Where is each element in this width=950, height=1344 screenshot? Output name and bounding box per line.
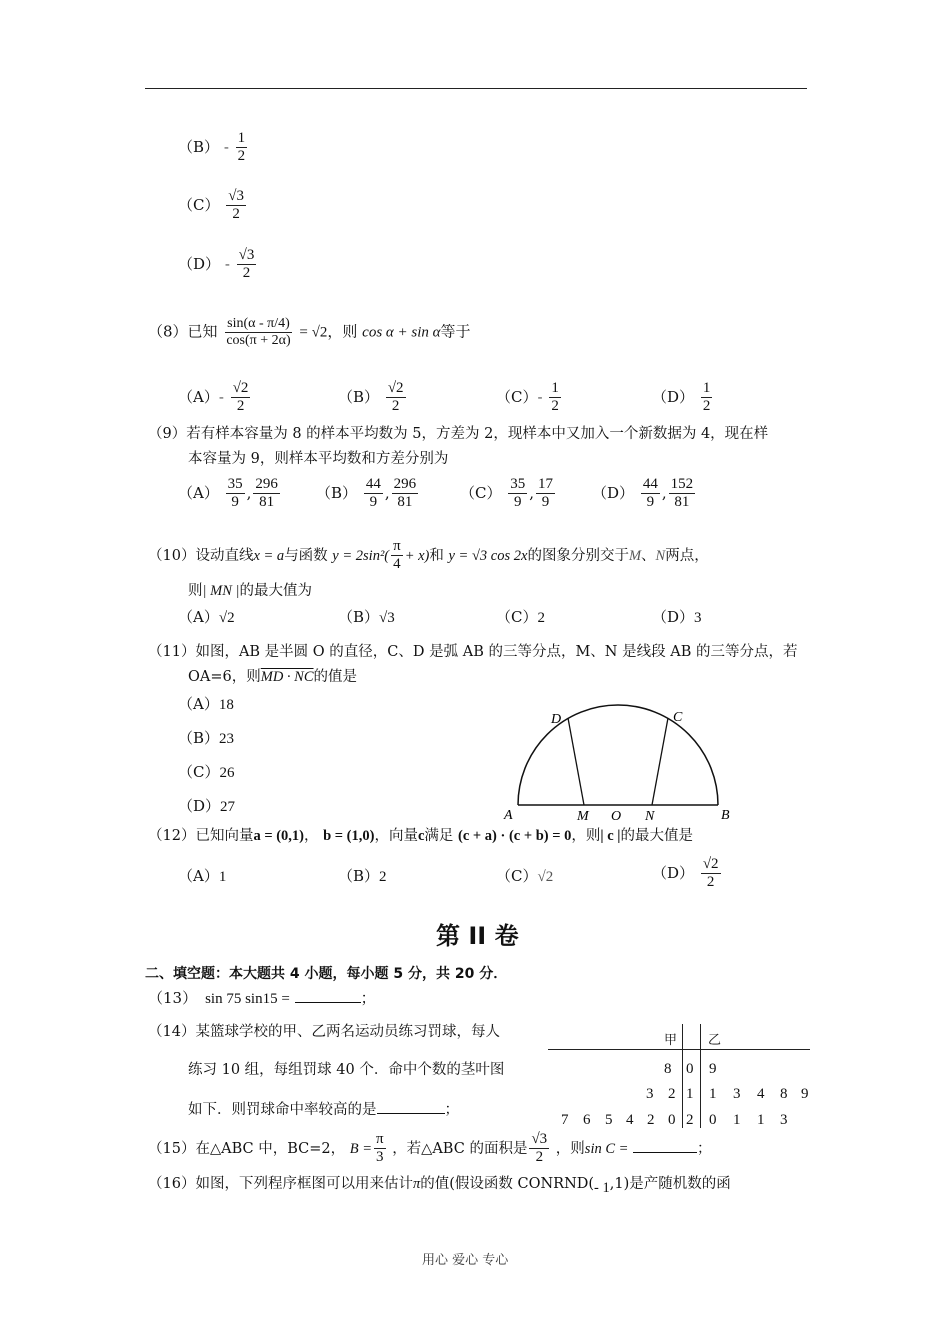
leaf-right: 1 — [757, 1112, 765, 1128]
part2-title: 第 II 卷 — [436, 922, 519, 950]
q12-option-b: （B）2 — [338, 867, 387, 885]
semicircle-figure — [500, 695, 745, 825]
q11-option-d: （D）27 — [178, 797, 236, 815]
stem-leaf-divider-left — [682, 1024, 683, 1128]
q11-option-c: （C）26 — [178, 763, 235, 781]
q15-answer-blank[interactable] — [633, 1138, 697, 1153]
q15: （15）在△ABC 中，BC=2， B = $\frac{\pi}{3}$ ，若△ABC 的面积是 $\frac{√3}{2}$ ，则sin C = ； — [148, 1131, 712, 1166]
q12-option-a: （A）1 — [178, 867, 227, 885]
q9-option-b: （B） $\frac{44}{9}$ , $\frac{296}{81}$ — [316, 476, 417, 511]
label-a: A — [504, 808, 513, 823]
q9-option-a: （A） $\frac{35}{9}$ , $\frac{296}{81}$ — [178, 476, 278, 511]
leaf-right: 3 — [780, 1112, 788, 1128]
semicircle-arc — [518, 705, 718, 805]
leaf-right: 0 — [709, 1112, 717, 1128]
q14-answer-blank[interactable] — [377, 1099, 445, 1114]
q10-line2: 则| MN |的最大值为 — [188, 583, 312, 599]
section2-header: 二、填空题：本大题共 4 小题，每小题 5 分，共 20 分． — [145, 966, 508, 982]
stem-value: 1 — [686, 1086, 694, 1102]
leaf-left: 2 — [647, 1112, 655, 1128]
q7-option-d: （D） - $\frac{√3}{2}$ — [178, 247, 255, 282]
leaf-left: 0 — [668, 1112, 676, 1128]
q7-option-b: （B） - $\frac{1}{2}$ — [178, 130, 246, 165]
q11-option-a: （A）18 — [178, 695, 234, 713]
label-o: O — [611, 809, 622, 824]
leaf-left: 6 — [583, 1112, 591, 1128]
q9-line1: （9）若有样本容量为 8 的样本平均数为 5，方差为 2，现样本中又加入一个新数据为 4，现在样 — [148, 426, 769, 442]
q14-line1: （14）某篮球学校的甲、乙两名运动员练习罚球，每人 — [148, 1024, 500, 1040]
stem-value: 2 — [686, 1112, 694, 1128]
leaf-right: 4 — [757, 1086, 765, 1102]
leaf-left: 2 — [668, 1086, 676, 1102]
q10-option-c: （C）2 — [496, 608, 545, 626]
q8-option-b: （B） $\frac{√2}{2}$ — [338, 380, 404, 415]
leaf-right: 3 — [733, 1086, 741, 1102]
label-c: C — [673, 710, 683, 725]
q14-line2: 练习 10 组，每组罚球 40 个．命中个数的茎叶图 — [188, 1062, 505, 1078]
q11-line1: （11）如图，AB 是半圆 O 的直径，C、D 是弧 AB 的三等分点，M、N 是线段 AB 的三等分点，若 — [148, 644, 798, 660]
q9-option-c: （C） $\frac{35}{9}$ , $\frac{17}{9}$ — [460, 476, 554, 511]
leaf-left: 3 — [646, 1086, 654, 1102]
segment-nc — [652, 718, 668, 805]
q16: （16）如图，下列程序框图可以用来估计π的值(假设函数 CONRND(- 1,1)是产随机数的函 — [148, 1176, 731, 1196]
q13: （13） sin 75 sin15 = ； — [148, 989, 376, 1007]
q12-stem: （12）已知向量a = (0,1)， b = (1,0)，向量c满足 (c + a) · (c + b) = 0，则| c |的最大值是 — [148, 828, 693, 844]
leaf-right: 9 — [801, 1086, 809, 1102]
q7-option-c: （C） $\frac{√3}{2}$ — [178, 188, 244, 223]
leaf-right: 8 — [780, 1086, 788, 1102]
q9-line2: 本容量为 9，则样本平均数和方差分别为 — [188, 451, 449, 467]
leaf-right: 9 — [709, 1061, 717, 1077]
q8-option-d: （D） $\frac{1}{2}$ — [652, 380, 711, 415]
q8-stem: （8）已知 $\frac{\sin(\alpha - \pi/4)}{\cos(\pi + 2\alpha)}$ = √2，则 cos α + sin α等于 — [148, 316, 471, 349]
header-rule — [145, 88, 807, 89]
segment-md — [568, 718, 584, 805]
q11-option-b: （B）23 — [178, 729, 235, 747]
stem-leaf-header-yi: 乙 — [708, 1032, 722, 1047]
leaf-left: 7 — [561, 1112, 569, 1128]
q8-option-c: （C）- $\frac{1}{2}$ — [496, 380, 559, 415]
q10-stem: （10）设动直线x = a与函数 y = 2sin²( $\frac{\pi}{4}$ + x)和 y = √3 cos 2x的图象分别交于M、N两点， — [148, 538, 709, 573]
label-m: M — [577, 809, 589, 824]
q10-option-a: （A）√2 — [178, 608, 235, 626]
q12-option-d: （D） $\frac{√2}{2}$ — [652, 856, 719, 891]
leaf-left: 5 — [605, 1112, 613, 1128]
label-b: B — [721, 808, 730, 823]
page-footer: 用心 爱心 专心 — [422, 1253, 509, 1268]
q11-line2: OA=6，则MD · NC的值是 — [188, 669, 358, 685]
leaf-right: 1 — [709, 1086, 717, 1102]
label-d: D — [551, 712, 562, 727]
q12-option-c: （C）√2 — [496, 867, 554, 885]
q13-answer-blank[interactable] — [295, 988, 361, 1003]
stem-leaf-header-jia: 甲 — [664, 1032, 678, 1047]
q8-option-a: （A）- $\frac{√2}{2}$ — [178, 380, 249, 415]
q10-option-d: （D）3 — [652, 608, 702, 626]
leaf-left: 4 — [626, 1112, 634, 1128]
q10-option-b: （B）√3 — [338, 608, 395, 626]
label-n: N — [645, 809, 655, 824]
leaf-right: 1 — [733, 1112, 741, 1128]
stem-leaf-divider-right — [700, 1024, 701, 1128]
stem-value: 0 — [686, 1061, 694, 1077]
stem-leaf-header-rule — [548, 1049, 810, 1050]
q9-option-d: （D） $\frac{44}{9}$ , $\frac{152}{81}$ — [592, 476, 694, 511]
leaf-left: 8 — [664, 1061, 672, 1077]
q14-line3: 如下．则罚球命中率较高的是 ； — [188, 1099, 459, 1119]
